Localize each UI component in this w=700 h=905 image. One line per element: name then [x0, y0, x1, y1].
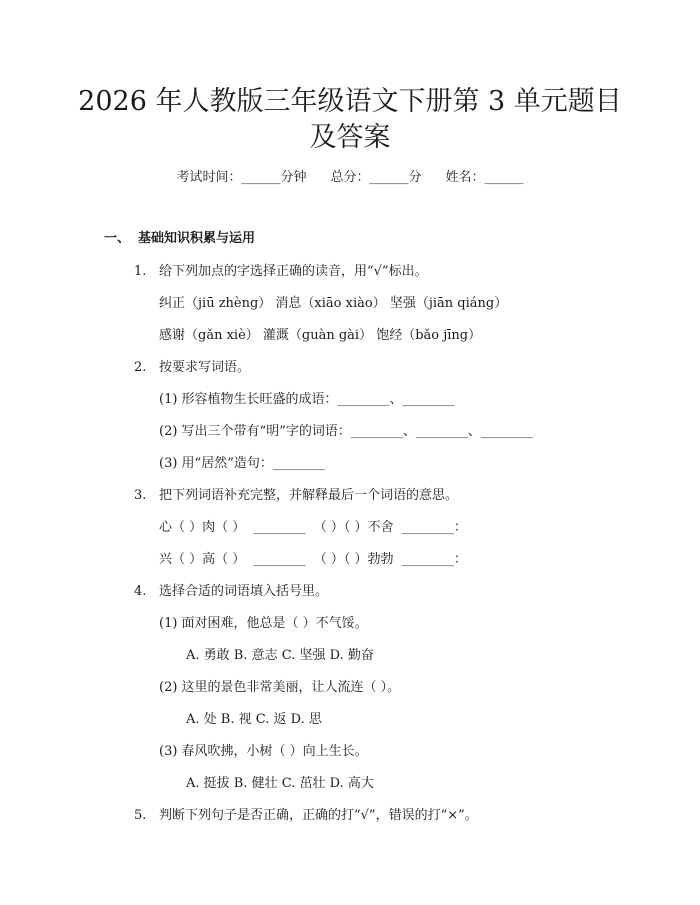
question-1-row-2: 感谢（gǎn xiè） 灌溉（guàn gài） 饱经（bǎo jīng） — [159, 328, 482, 343]
exam-info-row — [0, 168, 700, 188]
question-1-row-1: 纠正（jiū zhèng） 消息（xiāo xiào） 坚强（jiān qiáng） — [159, 296, 508, 311]
student-name-field: 姓名：______ — [445, 170, 524, 185]
question-1-text: 给下列加点的字选择正确的读音，用“√”标出。 — [159, 264, 428, 279]
question-5-number: 5. — [134, 808, 147, 823]
question-4-number: 4. — [134, 584, 147, 599]
question-5-text: 判断下列句子是否正确，正确的打“√”，错误的打“×”。 — [159, 808, 478, 823]
total-score-field: 总分：______分 — [330, 170, 422, 185]
section-1-title: 基础知识积累与运用 — [138, 231, 256, 246]
question-4-options-2: A. 处 B. 视 C. 返 D. 思 — [186, 712, 322, 727]
question-2-number: 2. — [134, 360, 147, 375]
question-3-text: 把下列词语补充完整，并解释最后一个词语的意思。 — [159, 488, 459, 503]
question-3-row-1: 心（ ）肉（ ） ________ （ ）（ ）不舍 ________： — [159, 520, 467, 535]
section-1-number: 一、 — [104, 231, 131, 246]
question-3-row-2: 兴（ ）高（ ） ________ （ ）（ ）勃勃 ________： — [159, 552, 467, 567]
question-2-sub-3: (3) 用“居然”造句：________ — [159, 456, 325, 471]
question-2-sub-2: (2) 写出三个带有“明”字的词语：________、________、________ — [159, 424, 533, 439]
question-1-number: 1. — [134, 264, 147, 279]
question-4-sub-1: (1) 面对困难，他总是（ ）不气馁。 — [159, 616, 368, 631]
question-3-number: 3. — [134, 488, 147, 503]
question-4-options-1: A. 勇敢 B. 意志 C. 坚强 D. 勤奋 — [186, 648, 374, 663]
question-4-text: 选择合适的词语填入括号里。 — [159, 584, 329, 599]
exam-title-line-2: 及答案 — [309, 122, 391, 153]
exam-title-line-1: 2026 年人教版三年级语文下册第 3 单元题目 — [78, 86, 622, 117]
question-2-sub-1: (1) 形容植物生长旺盛的成语：________、________ — [159, 392, 455, 407]
exam-time-field: 考试时间：______分钟 — [176, 170, 307, 185]
question-4-options-3: A. 挺拔 B. 健壮 C. 茁壮 D. 高大 — [186, 776, 374, 791]
question-4-sub-3: (3) 春风吹拂，小树（ ）向上生长。 — [159, 744, 368, 759]
question-2-text: 按要求写词语。 — [159, 360, 251, 375]
question-4-sub-2: (2) 这里的景色非常美丽，让人流连（ ）。 — [159, 680, 401, 695]
